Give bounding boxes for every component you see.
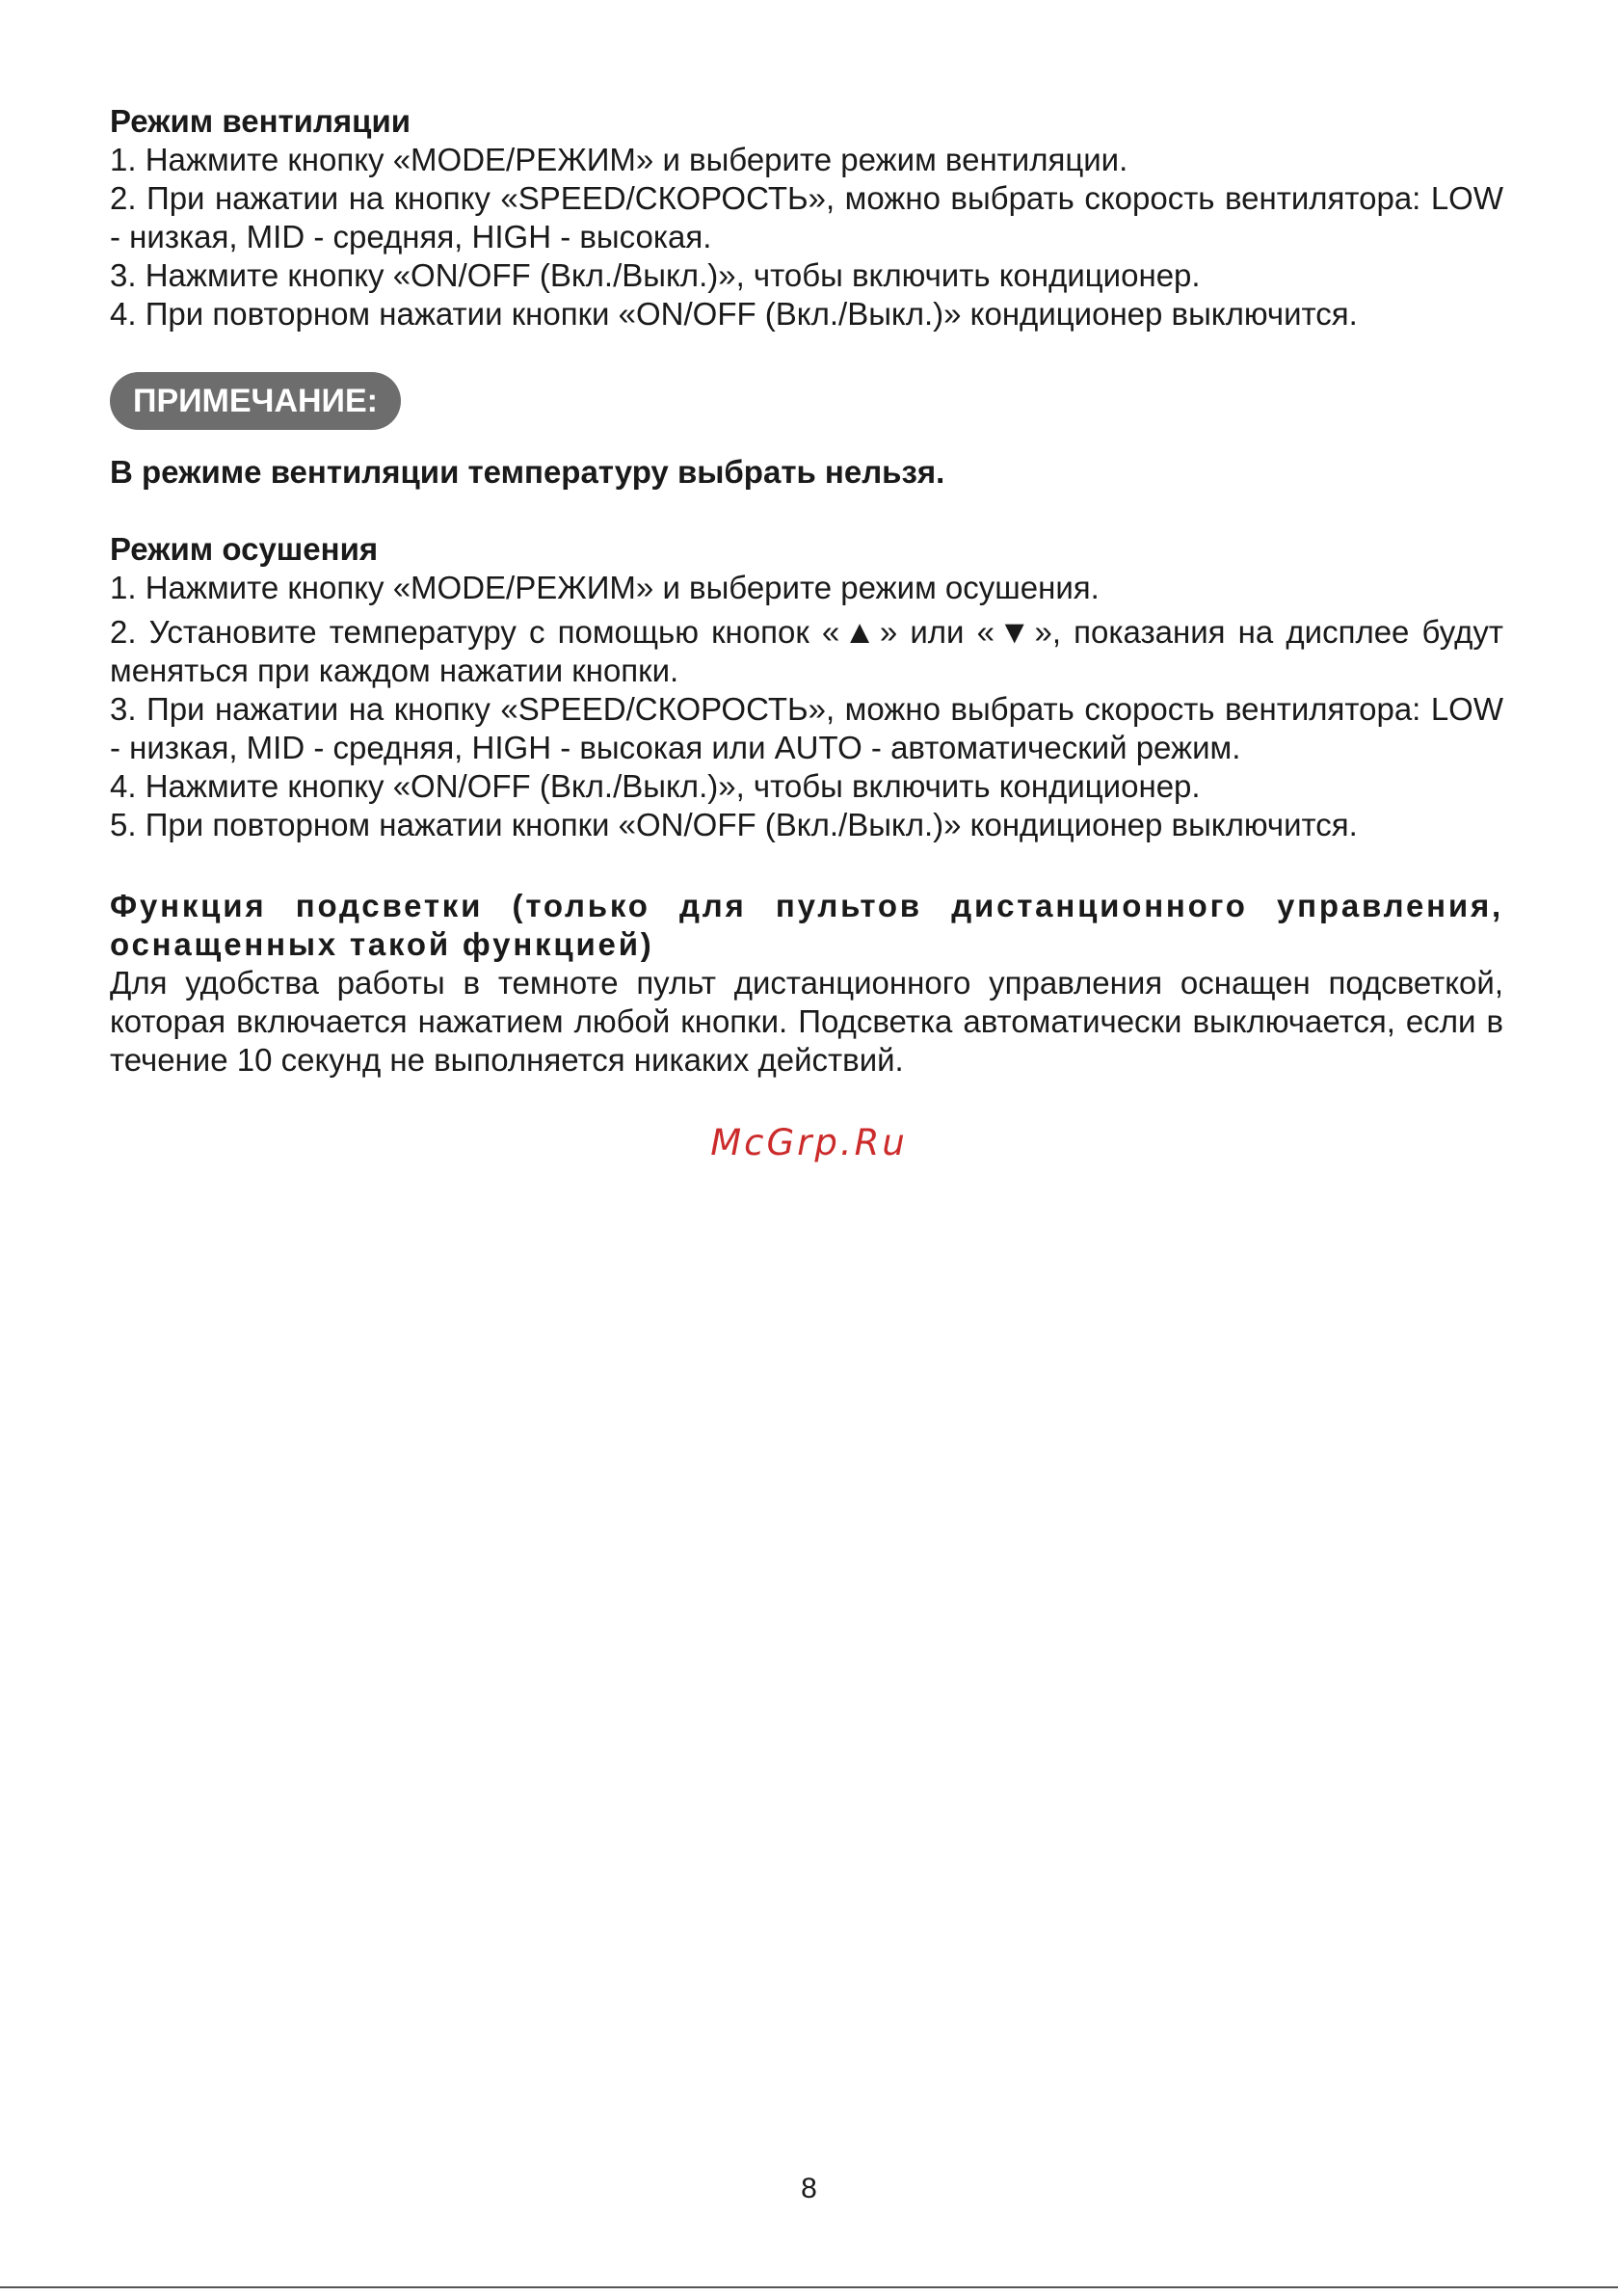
dry-step-2-part-a: 2. Установите температуру с помощью кнопок «: [110, 614, 840, 650]
watermark: McGrp.Ru: [710, 1122, 908, 1163]
ventilation-section: [110, 102, 1503, 334]
backlight-heading: Функция подсветки (только для пультов дистанционного управления, оснащенных такой функцией): [110, 888, 1503, 962]
up-arrow-icon: ▲: [839, 614, 880, 651]
bottom-rule: [0, 2286, 1618, 2288]
dry-step-2-part-c: », показания на дисплее будут меняться при каждом нажатии кнопки.: [110, 614, 1503, 688]
ventilation-heading: Режим вентиляции: [110, 103, 411, 139]
note-text: В режиме вентиляции температуру выбрать нельзя.: [110, 454, 945, 490]
dry-section: [110, 530, 1503, 844]
note-badge: ПРИМЕЧАНИЕ:: [110, 372, 401, 430]
backlight-text: Для удобства работы в темноте пульт дистанционного управления оснащен подсветкой, которая включается нажатием любой кнопки. Подсветка автоматически выключается, если в течение 10 секунд не выполняется никаких действий.: [110, 965, 1503, 1078]
dry-step-3: 3. При нажатии на кнопку «SPEED/СКОРОСТЬ», можно выбрать скорость вентилятора: LOW - низкая, MID - средняя, HIGH - высокая или AUTO - автоматический режим.: [110, 691, 1503, 765]
ventilation-step-1: 1. Нажмите кнопку «MODE/РЕЖИМ» и выберите режим вентиляции.: [110, 142, 1128, 177]
page-content: [110, 102, 1503, 1080]
ventilation-step-4: 4. При повторном нажатии кнопки «ON/OFF (Вкл./Выкл.)» кондиционер выключится.: [110, 296, 1358, 332]
dry-step-1: 1. Нажмите кнопку «MODE/РЕЖИМ» и выберите режим осушения.: [110, 570, 1100, 605]
down-arrow-icon: ▼: [994, 614, 1035, 651]
dry-step-2: [110, 613, 1503, 690]
dry-step-5: 5. При повторном нажатии кнопки «ON/OFF (Вкл./Выкл.)» кондиционер выключится.: [110, 807, 1358, 842]
dry-step-2-part-b: » или «: [879, 614, 995, 650]
backlight-section: [110, 887, 1503, 1080]
dry-step-4: 4. Нажмите кнопку «ON/OFF (Вкл./Выкл.)», чтобы включить кондиционер.: [110, 768, 1201, 804]
page-number: 8: [801, 2173, 817, 2204]
ventilation-step-3: 3. Нажмите кнопку «ON/OFF (Вкл./Выкл.)», чтобы включить кондиционер.: [110, 257, 1201, 293]
ventilation-step-2: 2. При нажатии на кнопку «SPEED/СКОРОСТЬ», можно выбрать скорость вентилятора: LOW - низкая, MID - средняя, HIGH - высокая.: [110, 180, 1503, 254]
dry-heading: Режим осушения: [110, 531, 379, 567]
